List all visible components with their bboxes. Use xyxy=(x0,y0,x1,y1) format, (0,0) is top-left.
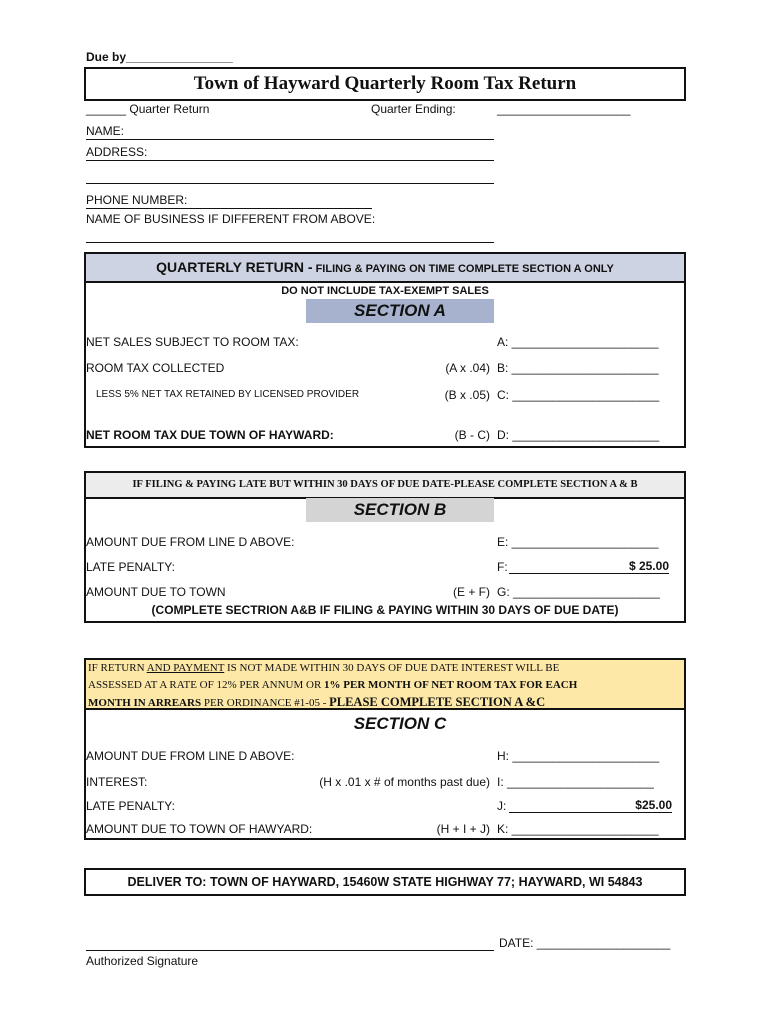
row-g-calc: (E + F) xyxy=(452,585,490,599)
row-f-prefix: F: xyxy=(497,560,508,574)
phone-label: PHONE NUMBER: xyxy=(86,193,188,207)
row-i-calc: (H x .01 x # of months past due) xyxy=(319,775,490,789)
due-by[interactable]: Due by________________ xyxy=(86,50,233,64)
date-field[interactable]: DATE: ____________________ xyxy=(499,936,671,950)
row-k-field[interactable]: K: ______________________ xyxy=(497,822,659,836)
section-a-title: SECTION A xyxy=(306,299,494,323)
row-j-amount: $25.00 xyxy=(509,799,672,813)
address-label: ADDRESS: xyxy=(86,145,148,159)
section-a-banner xyxy=(86,254,684,283)
title-box xyxy=(84,67,686,101)
banner-c-l1c: IS NOT MADE WITHIN 30 DAYS OF DUE DATE INTEREST WILL BE xyxy=(224,662,560,674)
row-f-amount: $ 25.00 xyxy=(509,560,669,574)
section-c-banner xyxy=(86,660,684,710)
name-line[interactable] xyxy=(86,139,494,140)
section-b-banner-text: IF FILING & PAYING LATE BUT WITHIN 30 DAYS OF DUE DATE-PLEASE COMPLETE SECTION A & B xyxy=(132,479,638,490)
row-a-field[interactable]: A: ______________________ xyxy=(497,335,659,349)
business-label: NAME OF BUSINESS IF DIFFERENT FROM ABOVE: xyxy=(86,212,376,226)
row-b-calc: (A x .04) xyxy=(445,361,490,375)
section-b-title: SECTION B xyxy=(306,498,494,522)
banner-c-l1a: IF RETURN xyxy=(88,662,147,674)
row-k-label: AMOUNT DUE TO TOWN OF HAWYARD: xyxy=(86,822,313,836)
section-a-banner-small: FILING & PAYING ON TIME COMPLETE SECTION A ONLY xyxy=(312,263,614,275)
row-c-field[interactable]: C: ______________________ xyxy=(497,388,660,402)
row-d-label: NET ROOM TAX DUE TOWN OF HAYWARD: xyxy=(86,428,334,442)
deliver-text: DELIVER TO: TOWN OF HAYWARD, 15460W STATE HIGHWAY 77; HAYWARD, WI 54843 xyxy=(127,875,643,889)
row-e-label: AMOUNT DUE FROM LINE D ABOVE: xyxy=(86,535,295,549)
quarter-ending-label: Quarter Ending: xyxy=(371,102,456,116)
row-c-label: LESS 5% NET TAX RETAINED BY LICENSED PROVIDER xyxy=(96,389,360,400)
address-line-2[interactable] xyxy=(86,183,494,184)
quarter-ending-field[interactable]: ____________________ xyxy=(497,102,631,116)
section-a-note: DO NOT INCLUDE TAX-EXEMPT SALES xyxy=(281,285,489,297)
row-a-label: NET SALES SUBJECT TO ROOM TAX: xyxy=(86,335,299,349)
row-b-label: ROOM TAX COLLECTED xyxy=(86,361,225,375)
section-a-banner-big: QUARTERLY RETURN - xyxy=(156,259,313,275)
row-k-calc: (H + I + J) xyxy=(436,822,490,836)
signature-label: Authorized Signature xyxy=(86,954,199,968)
row-h-label: AMOUNT DUE FROM LINE D ABOVE: xyxy=(86,749,295,763)
row-j-prefix: J: xyxy=(497,799,507,813)
row-b-field[interactable]: B: ______________________ xyxy=(497,361,659,375)
row-j-label: LATE PENALTY: xyxy=(86,799,175,813)
row-i-field[interactable]: I: ______________________ xyxy=(497,775,654,789)
row-d-field[interactable]: D: ______________________ xyxy=(497,428,660,442)
section-b-footer: (COMPLETE SECTRION A&B IF FILING & PAYING WITHIN 30 DAYS OF DUE DATE) xyxy=(151,603,619,617)
banner-c-l2b: 1% PER MONTH OF NET ROOM TAX FOR EACH xyxy=(324,679,578,691)
banner-c-l2a: ASSESSED AT A RATE OF 12% PER ANNUM OR xyxy=(88,679,325,691)
banner-c-l1b: AND PAYMENT xyxy=(146,662,225,674)
section-b-banner xyxy=(86,473,684,499)
banner-c-l3b: PER ORDINANCE #1-05 - xyxy=(201,697,330,709)
row-e-field[interactable]: E: ______________________ xyxy=(497,535,659,549)
row-d-calc: (B - C) xyxy=(454,428,490,442)
row-h-field[interactable]: H: ______________________ xyxy=(497,749,660,763)
row-g-label: AMOUNT DUE TO TOWN xyxy=(86,585,226,599)
row-f-label: LATE PENALTY: xyxy=(86,560,175,574)
banner-c-l3a: MONTH IN ARREARS xyxy=(88,697,202,709)
row-c-calc: (B x .05) xyxy=(444,388,490,402)
name-label: NAME: xyxy=(86,124,125,138)
section-c-title: SECTION C xyxy=(353,714,447,733)
deliver-box xyxy=(84,868,686,896)
business-line[interactable] xyxy=(86,242,494,243)
phone-line[interactable] xyxy=(86,208,372,209)
quarter-return-field[interactable]: ______ Quarter Return xyxy=(86,102,210,116)
page-title: Town of Hayward Quarterly Room Tax Return xyxy=(193,73,577,94)
banner-c-l3c: PLEASE COMPLETE SECTION A &C xyxy=(329,695,546,709)
signature-line[interactable] xyxy=(86,950,494,951)
address-line-1[interactable] xyxy=(86,160,494,161)
row-g-field[interactable]: G: ______________________ xyxy=(497,585,660,599)
row-i-label: INTEREST: xyxy=(86,775,148,789)
